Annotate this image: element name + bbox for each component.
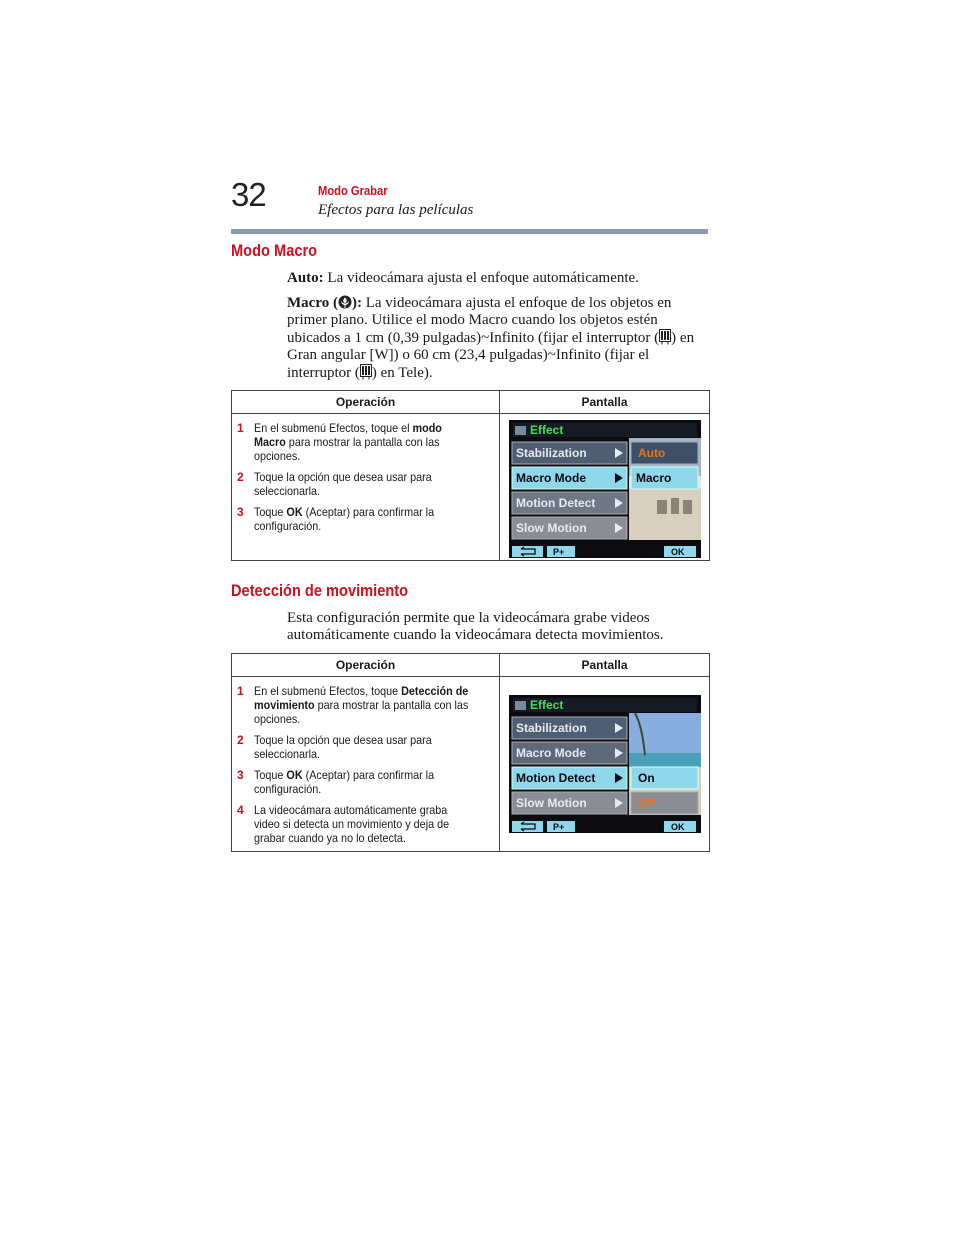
motion-paragraph: Esta configuración permite que la videocámara grabe videos automáticamente cuando la videocámara detecta movimientos. (287, 610, 664, 643)
macro-paragraph (287, 295, 707, 382)
pplus-button[interactable] (547, 821, 575, 832)
section-title-macro: Modo Macro (231, 241, 318, 260)
option-auto[interactable] (631, 442, 698, 464)
svg-text:P+: P+ (552, 822, 564, 832)
ok-button[interactable] (664, 821, 696, 832)
option-off[interactable] (631, 792, 698, 814)
menu-item-stabilization[interactable] (512, 442, 627, 464)
chapter-title: Modo Grabar (318, 183, 388, 198)
auto-paragraph (287, 270, 707, 287)
step-item: 1 En el submenú Efectos, toque Detección de movimiento para mostrar la pantalla con las opciones. (237, 684, 469, 726)
svg-text:Slow Motion: Slow Motion (515, 521, 587, 535)
option-on[interactable] (631, 767, 698, 789)
ok-button[interactable] (664, 546, 696, 557)
macro-text-2: ) en Gran angular [W]) o 60 cm (23,4 pulgadas)~Infinito (fijar el interruptor ( (287, 330, 695, 381)
screen-cell (500, 677, 710, 852)
step-item: 1 En el submenú Efectos, toque el modo Macro para mostrar la pantalla con las opciones. (237, 421, 442, 463)
switch-tele-icon (360, 364, 372, 380)
svg-text:OK: OK (670, 822, 684, 832)
svg-text:Macro Mode: Macro Mode (515, 746, 586, 760)
svg-text:Motion Detect: Motion Detect (515, 496, 595, 510)
auto-label: Auto: (287, 270, 324, 286)
steps-cell (232, 677, 500, 852)
svg-text:Macro Mode: Macro Mode (515, 471, 586, 485)
step-item: 3 Toque OK (Aceptar) para confirmar la configuración. (237, 768, 435, 796)
svg-text:Motion Detect: Motion Detect (515, 771, 595, 785)
svg-text:Slow Motion: Slow Motion (515, 796, 587, 810)
menu-item-macro-mode[interactable] (512, 742, 627, 764)
macro-operation-table (231, 390, 710, 561)
menu-item-stabilization[interactable] (512, 717, 627, 739)
back-button[interactable] (512, 821, 543, 832)
macro-label: Macro ( ): (287, 295, 362, 311)
table-header-row (232, 654, 710, 677)
step-item: 3 Toque OK (Aceptar) para confirmar la configuración. (237, 505, 435, 533)
table-header-row (232, 391, 710, 414)
step-item: 4 La videocámara automáticamente graba video si detecta un movimiento y deja de grabar cuando ya no lo detecta. (237, 803, 450, 845)
auto-text: La videocámara ajusta el enfoque automáticamente. (323, 270, 639, 286)
svg-text:Stabilization: Stabilization (515, 721, 587, 735)
macro-text-3: ) en Tele). (371, 365, 433, 381)
section-title-motion: Detección de movimiento (231, 581, 409, 600)
switch-wide-icon (659, 329, 671, 345)
col-operation-header: Operación (232, 391, 500, 414)
back-button[interactable] (512, 546, 543, 557)
page-number: 32 (231, 176, 266, 213)
svg-text:Macro: Macro (635, 471, 671, 485)
motion-operation-table (231, 653, 710, 852)
steps-cell (232, 414, 500, 561)
steps-list (232, 414, 499, 539)
screen-cell (500, 414, 710, 561)
pplus-button[interactable] (547, 546, 575, 557)
table-row (232, 414, 710, 561)
menu-item-motion-detect[interactable] (512, 767, 627, 789)
step-item: 2 Toque la opción que desea usar para seleccionarla. (237, 733, 432, 761)
svg-text:Stabilization: Stabilization (515, 446, 587, 460)
menu-item-motion-detect[interactable] (512, 492, 627, 514)
svg-text:On: On (637, 771, 655, 785)
svg-text:P+: P+ (552, 547, 564, 557)
menu-item-slow-motion[interactable] (512, 517, 627, 539)
svg-text:Off: Off (637, 796, 655, 810)
flower-icon (338, 295, 352, 310)
menu-item-macro-mode[interactable] (512, 467, 627, 489)
col-operation-header: Operación (232, 654, 500, 677)
screen-title: Effect (529, 423, 563, 437)
svg-text:OK: OK (670, 547, 684, 557)
camera-screen-motion (509, 695, 701, 833)
svg-text:Auto: Auto (637, 446, 665, 460)
camera-screen-macro (509, 420, 701, 558)
subchapter-title: Efectos para las películas (318, 202, 474, 218)
macro-text-1: La videocámara ajusta el enfoque de los objetos en primer plano. Utilice el modo Macro cuando los objetos estén ubicados a 1 cm (0,39 pulgadas)~Infinito (fijar el interruptor ( (287, 295, 672, 346)
screen-title: Effect (529, 698, 563, 712)
col-screen-header: Pantalla (500, 391, 710, 414)
menu-item-slow-motion[interactable] (512, 792, 627, 814)
step-item: 2 Toque la opción que desea usar para seleccionarla. (237, 470, 432, 498)
steps-list (232, 677, 499, 851)
header-rule (231, 229, 708, 234)
table-row (232, 677, 710, 852)
option-macro[interactable] (631, 467, 698, 489)
col-screen-header: Pantalla (500, 654, 710, 677)
